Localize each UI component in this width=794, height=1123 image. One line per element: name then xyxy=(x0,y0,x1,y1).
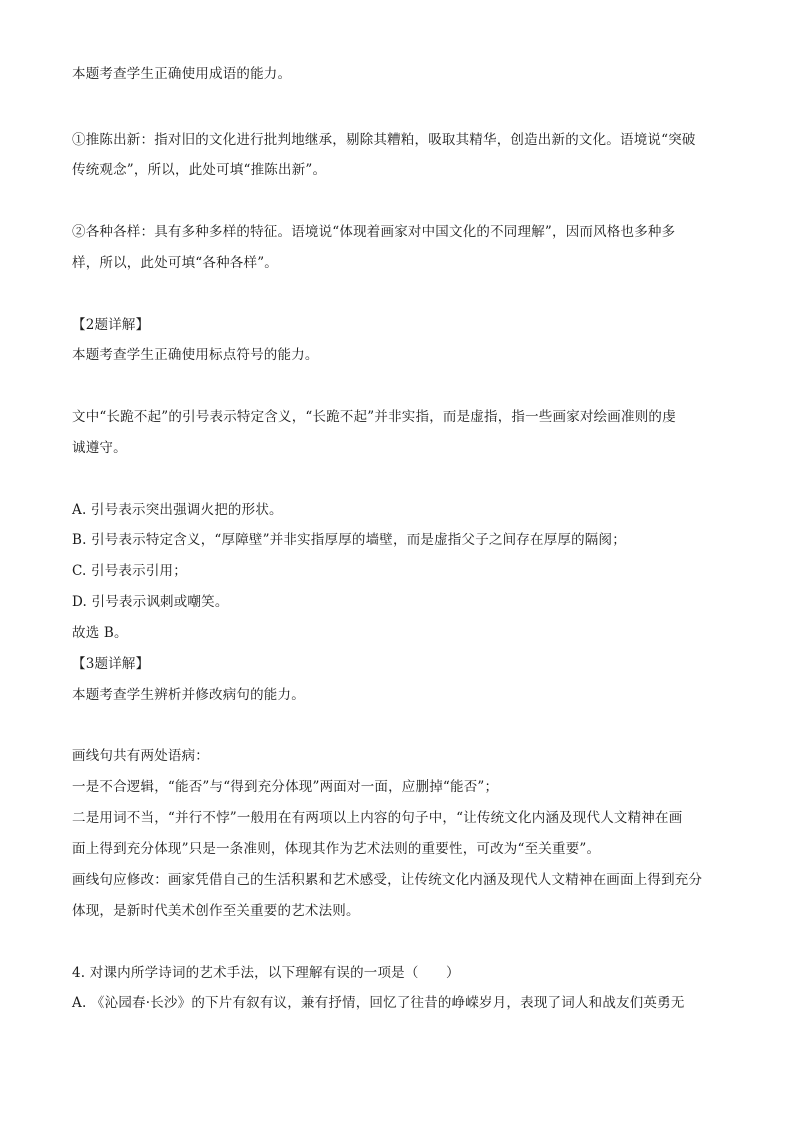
section-heading: 【3题详解】 xyxy=(72,656,150,672)
text-line: 诚遵守。 xyxy=(72,440,127,456)
text-line: 样，所以，此处可填“各种各样”。 xyxy=(72,255,279,271)
text-line: ①推陈出新：指对旧的文化进行批判地继承，剔除其糟粕，吸取其精华，创造出新的文化。语境说“突破 xyxy=(72,132,696,148)
option-line: A. 引号表示突出强调火把的形状。 xyxy=(72,502,283,518)
question-line: 4. 对课内所学诗词的艺术手法，以下理解有误的一项是（ ） xyxy=(72,965,460,981)
option-line: C. 引号表示引用； xyxy=(72,563,187,579)
text-line: 本题考查学生正确使用标点符号的能力。 xyxy=(72,347,319,363)
text-line: 体现，是新时代美术创作至关重要的艺术法则。 xyxy=(72,903,360,919)
text-line: 画线句共有两处语病： xyxy=(72,748,209,764)
text-line: 二是用词不当，“并行不悖”一般用在有两项以上内容的句子中，“让传统文化内涵及现代人文精神在画 xyxy=(72,810,683,826)
text-line: 文中“长跪不起”的引号表示特定含义，“长跪不起”并非实指，而是虚指，指一些画家对绘画准则的虔 xyxy=(72,409,676,425)
answer-line: 故选 B。 xyxy=(72,625,128,641)
text-line: 面上得到充分体现”只是一条准则，体现其作为艺术法则的重要性，可改为“至关重要”。 xyxy=(72,841,601,857)
text-line: 传统观念”，所以，此处可填“推陈出新”。 xyxy=(72,162,327,178)
text-line: 一是不合逻辑，“能否”与“得到充分体现”两面对一面，应删掉“能否”； xyxy=(72,779,499,795)
text-line: 本题考查学生辨析并修改病句的能力。 xyxy=(72,687,305,703)
text-line: 画线句应修改：画家凭借自己的生活积累和艺术感受，让传统文化内涵及现代人文精神在画面上得到充分 xyxy=(72,872,703,888)
text-line: ②各种各样：具有多种多样的特征。语境说“体现着画家对中国文化的不同理解”，因而风格也多种多 xyxy=(72,224,676,240)
option-line: D. 引号表示讽刺或嘲笑。 xyxy=(72,594,229,610)
section-heading: 【2题详解】 xyxy=(72,317,150,333)
option-line: A. 《沁园春·长沙》的下片有叙有议，兼有抒情，回忆了往昔的峥嵘岁月，表现了词人和战友们英勇无 xyxy=(72,995,685,1011)
text-line: 本题考查学生正确使用成语的能力。 xyxy=(72,66,292,82)
option-line: B. 引号表示特定含义，“厚障壁”并非实指厚厚的墙壁，而是虚指父子之间存在厚厚的隔阂； xyxy=(72,532,626,548)
